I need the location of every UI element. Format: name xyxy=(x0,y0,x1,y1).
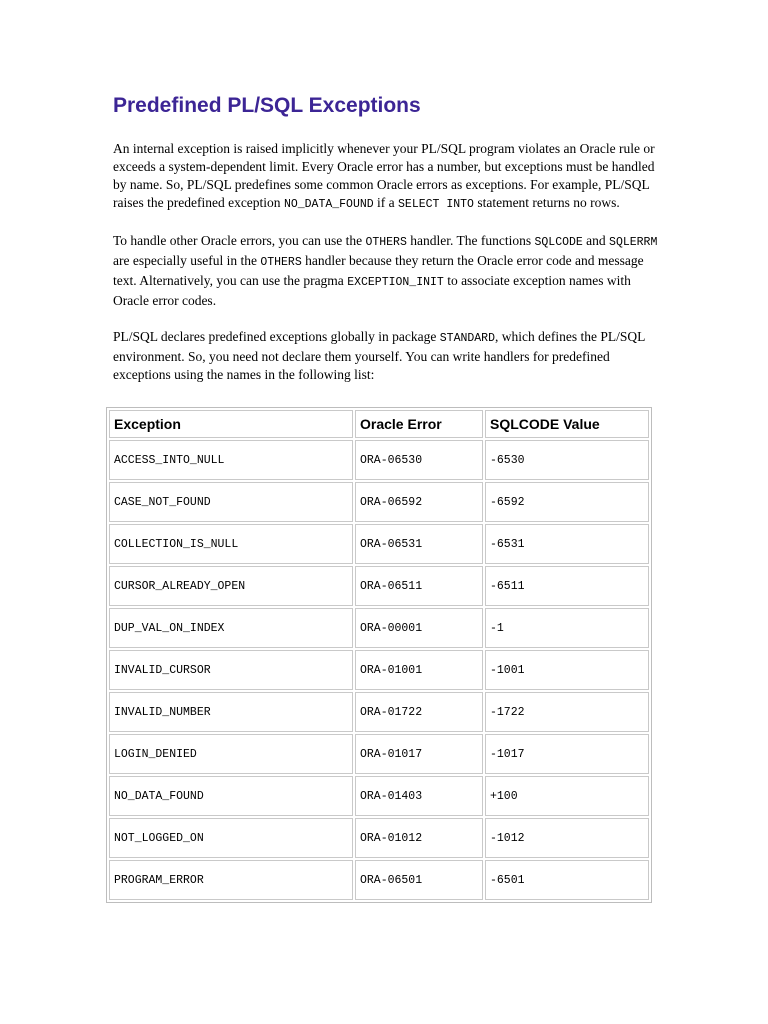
sqlcode-value-cell: -6531 xyxy=(485,524,649,564)
para3-text-1: PL/SQL declares predefined exceptions globally in package xyxy=(113,329,440,344)
exception-name-cell: INVALID_NUMBER xyxy=(109,692,353,732)
para3-text-2: , which defines the PL/SQL environment. So, you need not declare them yourself. You can write handlers for predefined exceptions using the names in the following list: xyxy=(113,329,645,382)
table-header-row xyxy=(109,410,649,438)
oracle-error-cell: ORA-06592 xyxy=(355,482,483,522)
exception-name-cell: NO_DATA_FOUND xyxy=(109,776,353,816)
oracle-error-cell: ORA-06511 xyxy=(355,566,483,606)
exception-name-cell: INVALID_CURSOR xyxy=(109,650,353,690)
sqlcode-value-cell: -6511 xyxy=(485,566,649,606)
document-body xyxy=(113,92,658,402)
exception-name-cell: CASE_NOT_FOUND xyxy=(109,482,353,522)
code-select-into: SELECT INTO xyxy=(398,198,474,211)
sqlcode-value-cell: -6592 xyxy=(485,482,649,522)
code-standard: STANDARD xyxy=(439,332,495,345)
oracle-error-cell: ORA-01403 xyxy=(355,776,483,816)
oracle-error-cell: ORA-06501 xyxy=(355,860,483,900)
oracle-error-cell: ORA-00001 xyxy=(355,608,483,648)
sqlcode-value-cell: -1012 xyxy=(485,818,649,858)
para1-text-3: statement returns no rows. xyxy=(473,195,620,210)
para2-text-3: and xyxy=(582,233,610,248)
intro-paragraph xyxy=(113,140,658,214)
header-sqlcode-value: SQLCODE Value xyxy=(485,410,649,438)
table-row xyxy=(109,566,649,606)
table-row xyxy=(109,524,649,564)
handlers-paragraph xyxy=(113,232,658,310)
para2-text-2: handler. The functions xyxy=(406,233,535,248)
page-title: Predefined PL/SQL Exceptions xyxy=(113,94,421,117)
para1-text-2: if a xyxy=(373,195,399,210)
exceptions-table xyxy=(106,407,652,903)
table-row xyxy=(109,482,649,522)
para2-text-4: are especially useful in the xyxy=(113,253,261,268)
table-row xyxy=(109,692,649,732)
oracle-error-cell: ORA-06530 xyxy=(355,440,483,480)
code-no-data-found: NO_DATA_FOUND xyxy=(283,198,374,211)
table-row xyxy=(109,776,649,816)
oracle-error-cell: ORA-01722 xyxy=(355,692,483,732)
sqlcode-value-cell: -1 xyxy=(485,608,649,648)
sqlcode-value-cell: -6501 xyxy=(485,860,649,900)
code-others-2: OTHERS xyxy=(260,256,302,269)
table-row xyxy=(109,650,649,690)
sqlcode-value-cell: -1722 xyxy=(485,692,649,732)
code-sqlerrm: SQLERRM xyxy=(609,236,658,249)
para2-text-6: to associate exception names with Oracle error codes. xyxy=(113,273,631,308)
table-row xyxy=(109,608,649,648)
sqlcode-value-cell: -6530 xyxy=(485,440,649,480)
para2-text-1: To handle other Oracle errors, you can use the xyxy=(113,233,366,248)
sqlcode-value-cell: -1001 xyxy=(485,650,649,690)
sqlcode-value-cell: -1017 xyxy=(485,734,649,774)
para1-text-1: An internal exception is raised implicitly whenever your PL/SQL program violates an Oracle rule or exceeds a system-dependent limit. Every Oracle error has a number, but exceptions must be handled by name. So, PL/SQL predefines some common Oracle errors as exceptions. For example, PL/SQL raises the predefined exception xyxy=(113,141,655,210)
exception-name-cell: COLLECTION_IS_NULL xyxy=(109,524,353,564)
exception-name-cell: NOT_LOGGED_ON xyxy=(109,818,353,858)
code-exception-init: EXCEPTION_INIT xyxy=(347,276,444,289)
header-oracle-error: Oracle Error xyxy=(355,410,483,438)
standard-paragraph xyxy=(113,328,658,384)
header-exception: Exception xyxy=(109,410,353,438)
exception-name-cell: DUP_VAL_ON_INDEX xyxy=(109,608,353,648)
exception-name-cell: ACCESS_INTO_NULL xyxy=(109,440,353,480)
oracle-error-cell: ORA-01001 xyxy=(355,650,483,690)
code-sqlcode: SQLCODE xyxy=(534,236,583,249)
table-row xyxy=(109,860,649,900)
sqlcode-value-cell: +100 xyxy=(485,776,649,816)
exception-name-cell: CURSOR_ALREADY_OPEN xyxy=(109,566,353,606)
oracle-error-cell: ORA-01012 xyxy=(355,818,483,858)
oracle-error-cell: ORA-06531 xyxy=(355,524,483,564)
table-row xyxy=(109,734,649,774)
table-row xyxy=(109,440,649,480)
exception-name-cell: PROGRAM_ERROR xyxy=(109,860,353,900)
table-row xyxy=(109,818,649,858)
para2-text-5: handler because they return the Oracle error code and message text. Alternatively, you can use the pragma xyxy=(113,253,644,288)
code-others: OTHERS xyxy=(365,236,407,249)
oracle-error-cell: ORA-01017 xyxy=(355,734,483,774)
exception-name-cell: LOGIN_DENIED xyxy=(109,734,353,774)
